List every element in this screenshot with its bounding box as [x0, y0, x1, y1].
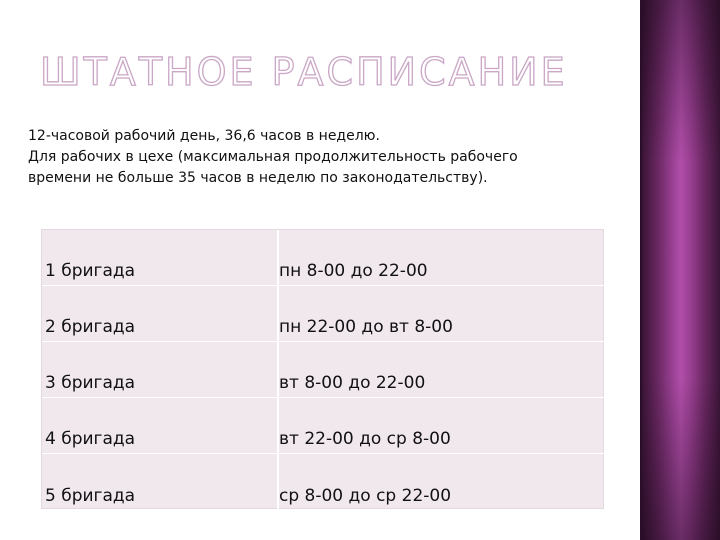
intro-line-3: времени не больше 35 часов в неделю по законодательству).	[28, 170, 488, 186]
table-row	[42, 454, 605, 510]
shift-cell: ср 8-00 до ср 22-00	[279, 486, 452, 506]
shift-cell: пн 8-00 до 22-00	[279, 261, 428, 281]
decorative-side-panel	[642, 0, 720, 540]
column-divider	[277, 230, 279, 510]
intro-text	[28, 126, 628, 189]
intro-line-1: 12-часовой рабочий день, 36,6 часов в неделю.	[28, 128, 380, 144]
shift-cell: пн 22-00 до вт 8-00	[279, 317, 453, 337]
shift-cell: вт 8-00 до 22-00	[279, 373, 426, 393]
slide-title: ШТАТНОЕ РАСПИСАНИЕ	[40, 50, 568, 94]
table-row	[42, 342, 605, 398]
table-row	[42, 286, 605, 342]
brigade-cell: 1 бригада	[45, 261, 136, 281]
brigade-cell: 5 бригада	[45, 486, 136, 506]
schedule-table	[41, 229, 604, 509]
table-row	[42, 230, 605, 286]
brigade-cell: 2 бригада	[45, 317, 136, 337]
intro-line-2: Для рабочих в цехе (максимальная продолжительность рабочего	[28, 149, 518, 165]
brigade-cell: 3 бригада	[45, 373, 136, 393]
table-row	[42, 398, 605, 454]
brigade-cell: 4 бригада	[45, 429, 136, 449]
shift-cell: вт 22-00 до ср 8-00	[279, 429, 451, 449]
